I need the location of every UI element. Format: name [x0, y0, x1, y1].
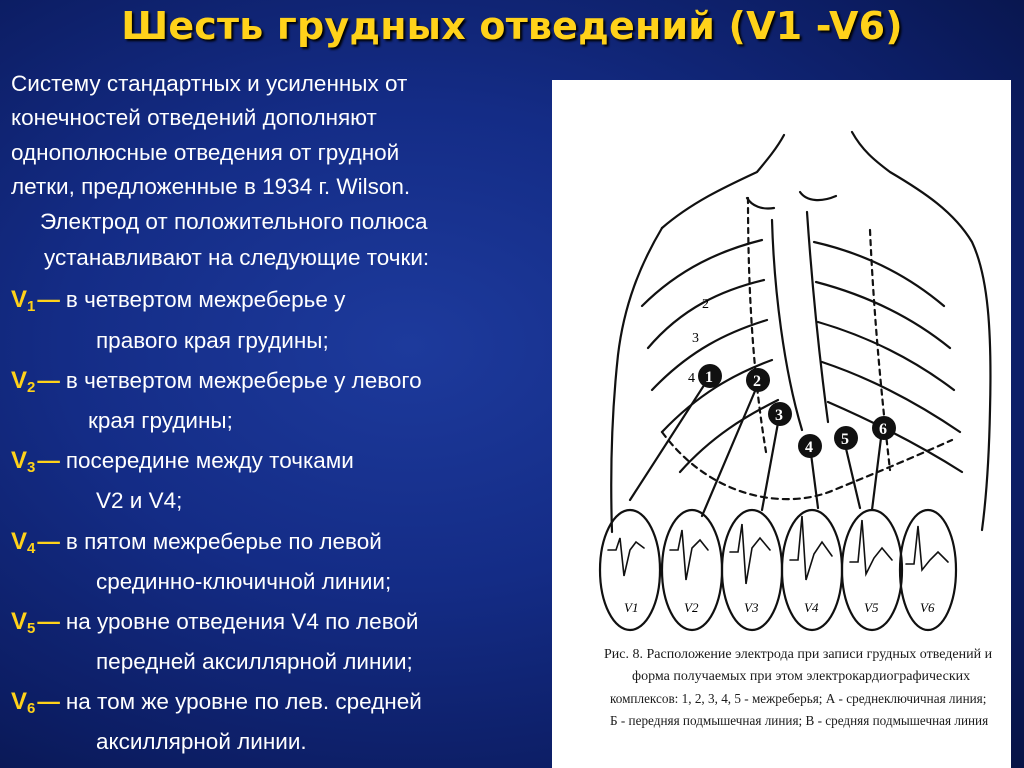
ecg-label: V1 — [624, 600, 639, 615]
lead-text-cont: края грудины; — [88, 408, 233, 433]
svg-text:5: 5 — [841, 431, 849, 448]
lead-item-v2 — [11, 364, 422, 405]
svg-text:2: 2 — [753, 373, 761, 390]
lead-text-cont: передней аксиллярной линии; — [96, 649, 413, 674]
figure-caption-line: Б - передняя подмышечная линия; В - средняя подмышечная линия — [610, 713, 989, 728]
lead-text: посередине между точками — [65, 448, 354, 473]
svg-text:1: 1 — [705, 369, 713, 386]
lead-name: $V_5$ — [11, 608, 36, 637]
svg-text:3: 3 — [775, 407, 783, 424]
ecg-label: V4 — [804, 600, 819, 615]
ecg-label: V3 — [744, 600, 759, 615]
lead-text: в четвертом межреберье у — [65, 287, 346, 312]
lead-text: на уровне отведения V4 по левой — [65, 609, 419, 634]
rib-number: 2 — [702, 297, 709, 312]
lead-item-v3 — [11, 444, 354, 485]
lead-text: в четвертом межреберье у левого — [65, 368, 422, 393]
lead-text: в пятом межреберье по левой — [65, 529, 382, 554]
lead-text-cont: аксиллярной линии. — [96, 729, 307, 754]
lead-name: $V_2$ — [11, 367, 36, 396]
figure-caption-line: комплексов: 1, 2, 3, 4, 5 - межреберья; А - среднеключичная линия; — [610, 691, 987, 706]
lead-item-v4 — [11, 525, 382, 566]
rib-number: 3 — [692, 331, 699, 346]
lead-text-cont: правого края грудины; — [96, 328, 329, 353]
intro-line: Электрод от положительного полюса — [40, 209, 428, 234]
lead-name: $V_3$ — [11, 447, 36, 476]
lead-text-cont: срединно-ключичной линии; — [96, 569, 392, 594]
ecg-label: V6 — [920, 600, 935, 615]
figure-caption-line: форма получаемых при этом электрокардиографических — [632, 669, 971, 684]
lead-dash: — — [37, 287, 60, 312]
lead-name: $V_1$ — [11, 286, 36, 315]
figure-caption-line: Рис. 8. Расположение электрода при записи грудных отведений и — [604, 647, 993, 662]
intro-line: Систему стандартных и усиленных от — [11, 71, 408, 96]
intro-line: устанавливают на следующие точки: — [44, 245, 430, 270]
lead-dash: — — [37, 689, 60, 714]
svg-text:4: 4 — [805, 439, 813, 456]
lead-name: $V_6$ — [11, 688, 36, 717]
intro-line: летки, предложенные в 1934 г. Wilson. — [11, 174, 411, 199]
chest-leads-figure — [552, 80, 1011, 768]
rib-number: 4 — [688, 371, 695, 386]
lead-text: на том же уровне по лев. средней — [65, 689, 422, 714]
ecg-label: V5 — [864, 600, 879, 615]
svg-text:6: 6 — [879, 421, 887, 438]
lead-item-v1 — [11, 283, 345, 324]
intro-line: однополюсные отведения от грудной — [11, 140, 400, 165]
lead-item-v6 — [11, 685, 422, 726]
ecg-label: V2 — [684, 600, 699, 615]
lead-name: $V_4$ — [11, 528, 36, 557]
lead-dash: — — [37, 448, 60, 473]
slide-title: Шесть грудных отведений (V1 -V6) — [121, 4, 903, 48]
lead-text-cont: V2 и V4; — [96, 488, 183, 513]
lead-dash: — — [37, 368, 60, 393]
intro-line: конечностей отведений дополняют — [11, 105, 377, 130]
lead-dash: — — [37, 609, 60, 634]
lead-dash: — — [37, 529, 60, 554]
lead-item-v5 — [11, 605, 418, 646]
